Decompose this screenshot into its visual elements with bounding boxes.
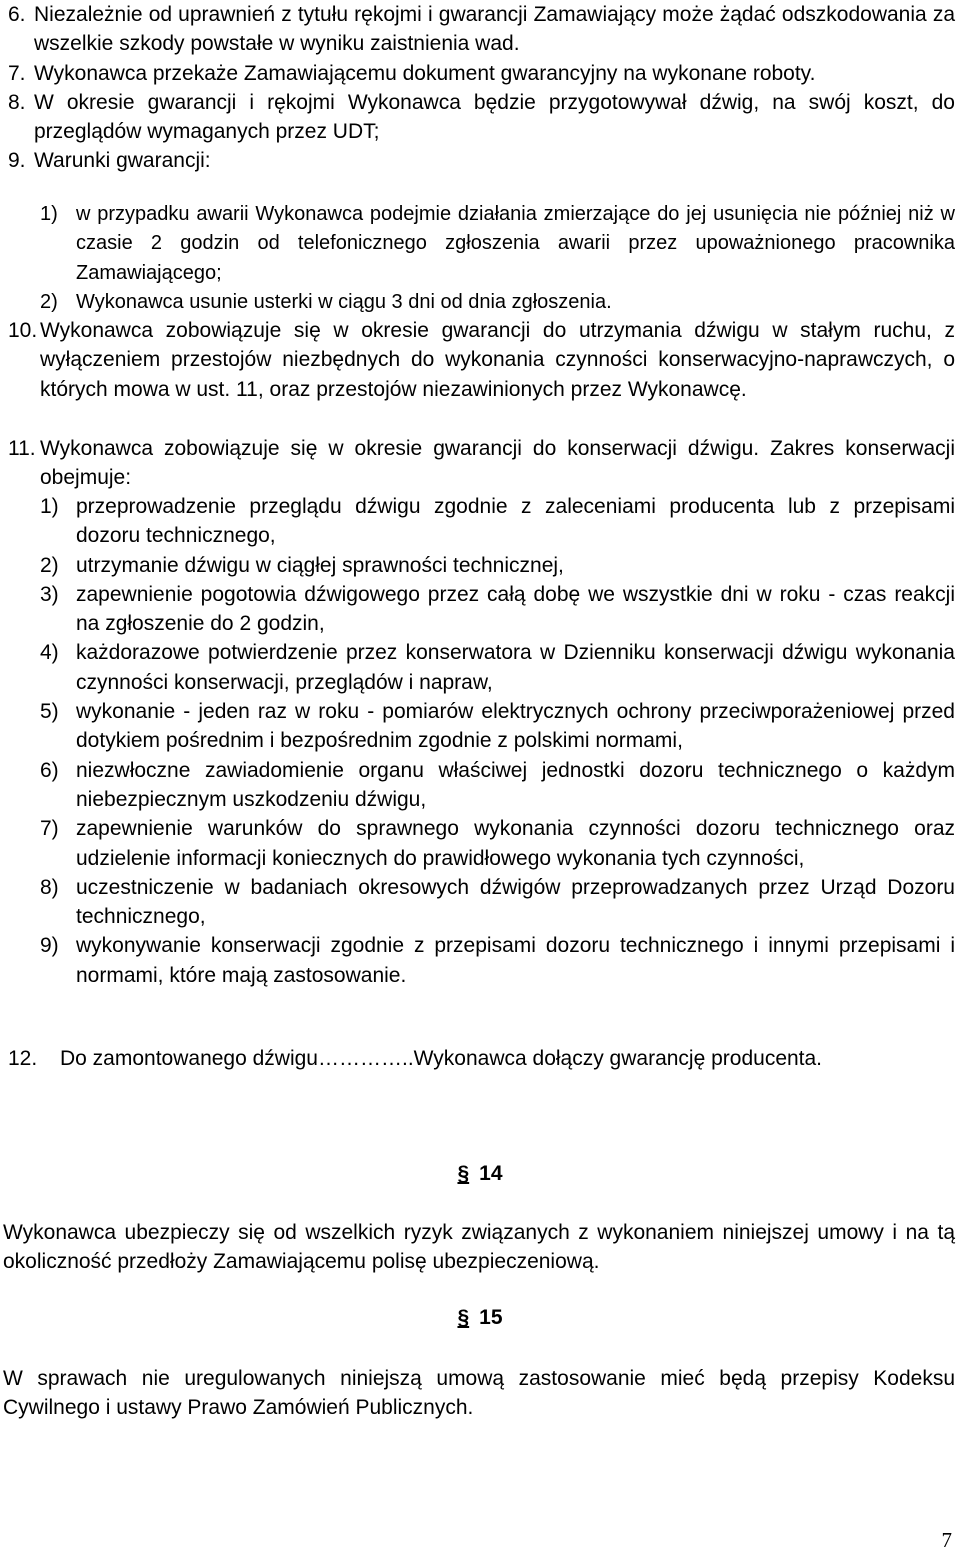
page-number: 7 xyxy=(941,1528,952,1552)
item-text: zapewnienie warunków do sprawnego wykonania czynności dozoru technicznego oraz udzielenie informacji koniecznych do prawidłowego wykonania tych czynności, xyxy=(76,817,955,870)
list-item-9 xyxy=(8,146,955,175)
sublist-item xyxy=(40,580,955,639)
item-number: 3) xyxy=(40,582,59,606)
item-text: Wykonawca usunie usterki w ciągu 3 dni od dnia zgłoszenia. xyxy=(76,290,612,313)
list-item-6 xyxy=(8,0,955,59)
list-item-11 xyxy=(0,434,955,493)
item-number: 2) xyxy=(40,553,59,577)
sublist-item xyxy=(40,814,955,873)
sublist-item xyxy=(40,756,955,815)
list-top xyxy=(8,0,955,176)
paragraph-number: 14 xyxy=(479,1162,503,1185)
item-text: Wykonawca przekaże Zamawiającemu dokument gwarancyjny na wykonane roboty. xyxy=(34,61,816,85)
sublist-item xyxy=(40,873,955,932)
item-text: Warunki gwarancji: xyxy=(34,149,211,173)
sublist-item xyxy=(40,697,955,756)
paragraph-text-15: W sprawach nie uregulowanych niniejszą umową zastosowanie mieć będą przepisy Kodeksu Cywilnego i ustawy Prawo Zamówień Publicznych. xyxy=(3,1367,955,1420)
item-text: W okresie gwarancji i rękojmi Wykonawca będzie przygotowywał dźwig, na swój koszt, do przeglądów wymaganych przez UDT; xyxy=(34,90,955,144)
item-number: 6) xyxy=(40,758,59,782)
paragraph-sign: § xyxy=(457,1306,470,1329)
item-text: Wykonawca zobowiązuje się w okresie gwarancji do utrzymania dźwigu w stałym ruchu, z wyłączeniem przestojów niezbędnych do wykonania czynności konserwacyjno-naprawczych, o których mowa w ust. 11, oraz przestojów niezawinionych przez Wykonawcę. xyxy=(40,319,955,401)
sublist-item-9 xyxy=(40,200,955,317)
list-item xyxy=(0,434,955,493)
item-number: 6. xyxy=(8,3,26,26)
list-item xyxy=(0,1044,955,1073)
sublist-item xyxy=(40,551,955,580)
paragraph-heading-15 xyxy=(0,1306,960,1330)
item-text: przeprowadzenie przeglądu dźwigu zgodnie z zaleceniami producenta lub z przepisami dozoru technicznego, xyxy=(76,495,955,548)
list-item-12 xyxy=(0,1044,955,1073)
item-text: Wykonawca zobowiązuje się w okresie gwarancji do konserwacji dźwigu. Zakres konserwacji obejmuje: xyxy=(40,437,955,490)
item-text: w przypadku awarii Wykonawca podejmie działania zmierzające do jej usunięcia nie później niż w czasie 2 godzin od telefonicznego zgłoszenia awarii przez upoważnionego pracownika Zamawiającego; xyxy=(76,203,955,284)
item-number: 4) xyxy=(40,641,59,665)
paragraph-text-14: Wykonawca ubezpieczy się od wszelkich ryzyk związanych z wykonaniem niniejszej umowy i na tą okoliczność przedłoży Zamawiającemu polisę ubezpieczeniową. xyxy=(3,1221,955,1274)
item-number: 9) xyxy=(40,934,59,958)
sublist-item-11 xyxy=(40,492,955,990)
item-number: 12. xyxy=(8,1047,38,1070)
item-text: każdorazowe potwierdzenie przez konserwatora w Dzienniku konserwacji dźwigu wykonania czynności konserwacji, przeglądów i napraw, xyxy=(76,641,955,694)
sublist-item xyxy=(40,492,955,551)
item-number: 9. xyxy=(8,149,26,173)
item-text: niezwłoczne zawiadomienie organu właściwej jednostki dozoru technicznego o każdym niebezpiecznym uszkodzeniu dźwigu, xyxy=(76,758,955,811)
sublist-item xyxy=(40,638,955,697)
item-text: Niezależnie od uprawnień z tytułu rękojmi i gwarancji Zamawiający może żądać odszkodowania za wszelkie szkody powstałe w wyniku zaistnienia wad. xyxy=(34,3,955,56)
list-item xyxy=(0,316,955,404)
sublist-item xyxy=(40,200,955,288)
item-number: 7) xyxy=(40,817,59,841)
item-number: 8) xyxy=(40,875,59,899)
list-item-10 xyxy=(0,316,955,404)
item-number: 10. xyxy=(8,319,38,342)
sublist-item xyxy=(40,931,955,990)
item-number: 11. xyxy=(8,437,36,460)
paragraph-heading-14 xyxy=(0,1162,960,1186)
item-number: 7. xyxy=(8,61,26,85)
item-number: 8. xyxy=(8,90,26,114)
item-text: wykonywanie konserwacji zgodnie z przepisami dozoru technicznego i innymi przepisami i normami, które mają zastosowanie. xyxy=(76,934,955,987)
list-item-8 xyxy=(8,88,955,147)
item-text: Do zamontowanego dźwigu…………..Wykonawca dołączy gwarancję producenta. xyxy=(60,1047,823,1070)
item-number: 1) xyxy=(40,495,59,518)
item-number: 1) xyxy=(40,203,58,225)
item-text: utrzymanie dźwigu w ciągłej sprawności technicznej, xyxy=(76,553,564,577)
item-text: wykonanie - jeden raz w roku - pomiarów elektrycznych ochrony przeciwporażeniowej przed dotykiem pośrednim i bezpośrednim zgodnie z polskimi normami, xyxy=(76,700,955,753)
item-number: 5) xyxy=(40,700,59,724)
item-number: 2) xyxy=(40,290,58,313)
paragraph-number: 15 xyxy=(479,1306,503,1329)
item-text: zapewnienie pogotowia dźwigowego przez całą dobę we wszystkie dni w roku - czas reakcji na zgłoszenie do 2 godzin, xyxy=(76,582,955,636)
list-item-7 xyxy=(8,59,955,88)
paragraph-sign: § xyxy=(457,1162,470,1185)
sublist-item xyxy=(40,288,955,317)
item-text: uczestniczenie w badaniach okresowych dźwigów przeprowadzanych przez Urząd Dozoru technicznego, xyxy=(76,875,955,929)
